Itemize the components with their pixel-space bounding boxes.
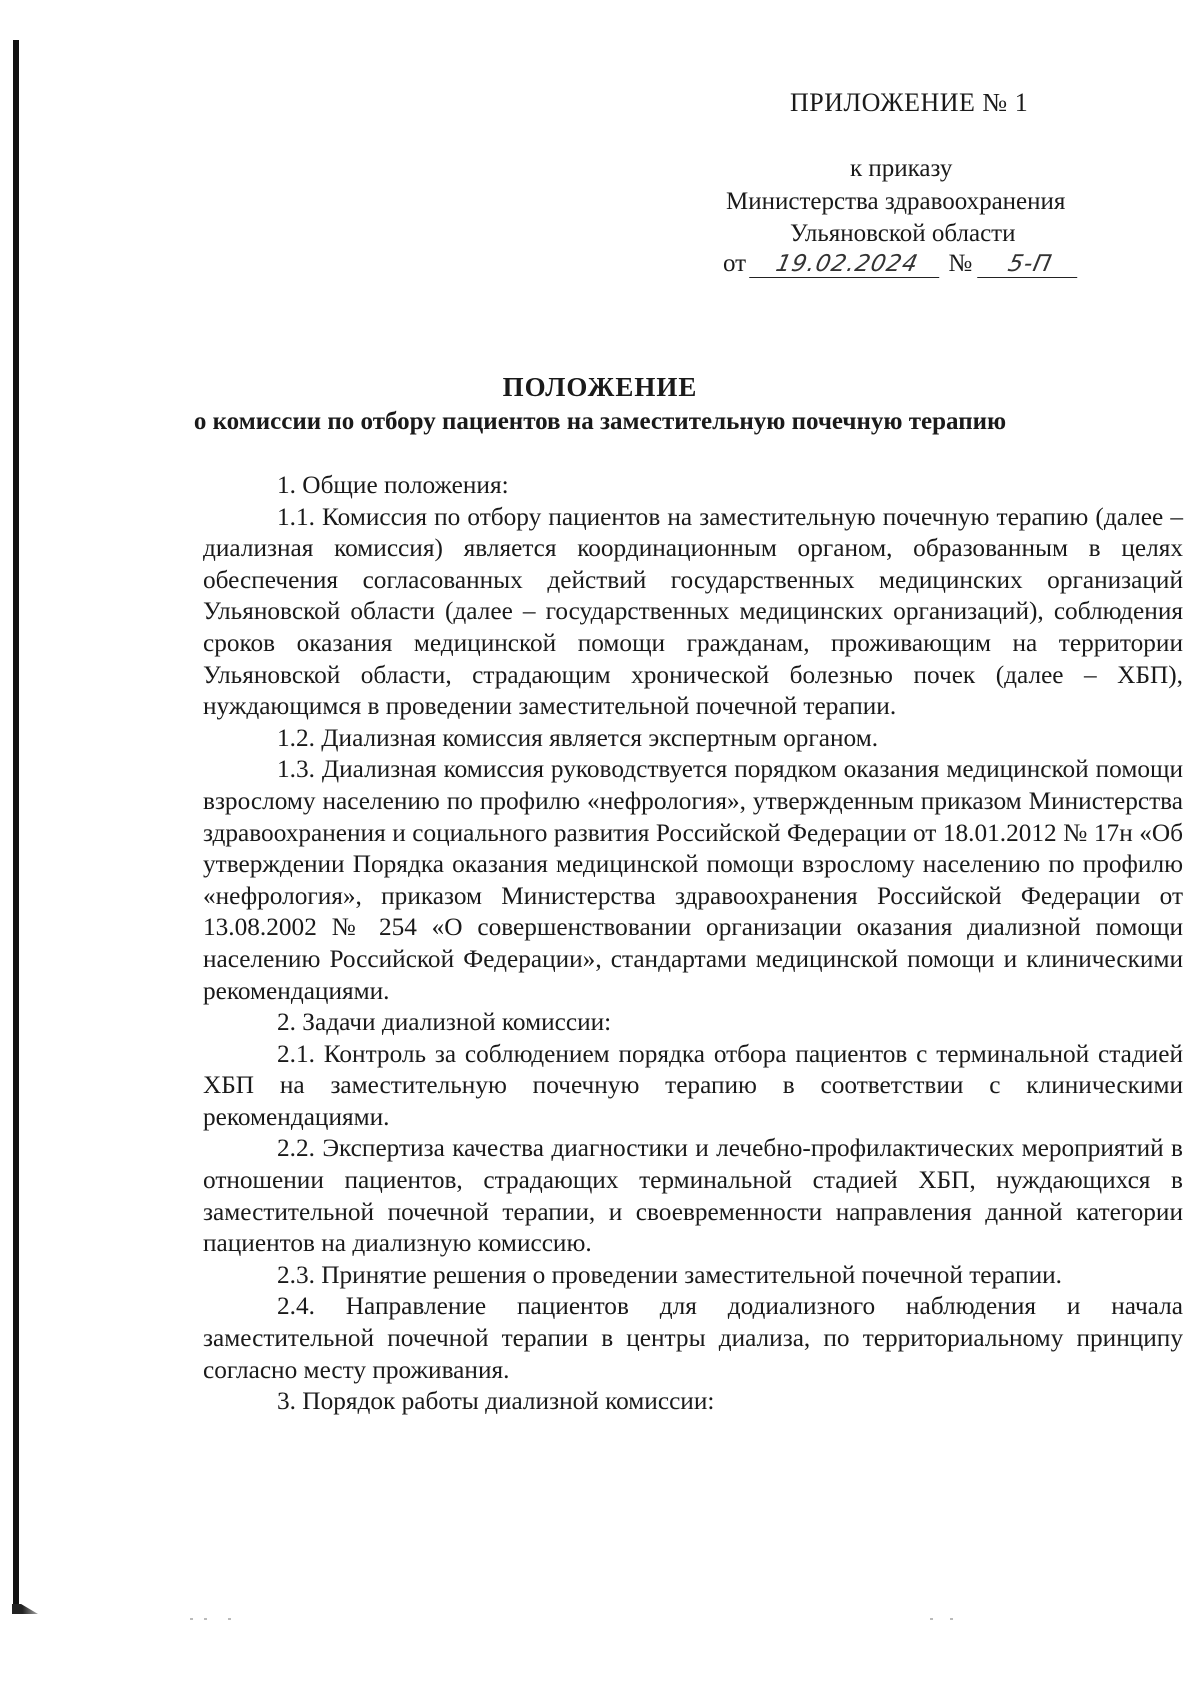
paragraph-2-1: 2.1. Контроль за соблюдением порядка отбора пациентов с терминальной стадией ХБП на заместительную почечную терапию в соответствии с клиническими рекомендациями.	[203, 1039, 1183, 1131]
paragraph-2-3: 2.3. Принятие решения о проведении заместительной почечной терапии.	[277, 1260, 1062, 1289]
section-3-heading: 3. Порядок работы диализной комиссии:	[277, 1387, 715, 1416]
ministry-name: Министерства здравоохранения	[726, 188, 1066, 215]
section-1-heading: 1. Общие положения:	[277, 471, 509, 499]
scan-edge-mark	[13, 40, 19, 1610]
region-name: Ульяновской области	[790, 220, 1016, 247]
appendix-title: ПРИЛОЖЕНИЕ № 1	[790, 88, 1029, 117]
date-prefix: от	[723, 250, 747, 277]
section-2-heading: 2. Задачи диализной комиссии:	[277, 1008, 612, 1037]
order-reference: к приказу	[850, 155, 953, 182]
paragraph-1-2: 1.2. Диализная комиссия является экспертным органом.	[277, 723, 879, 752]
paragraph-1-1: 1.1. Комиссия по отбору пациентов на заместительную почечную терапию (далее – диализная комиссия) является координационным органом, образованным в целях обеспечения согласованных действий государственных медицинских организаций Ульяновской области (далее – государственных медицинских организаций), соблюдения сроков оказания медицинской помощи гражданам, проживающим на территории Ульяновской области, страдающим хронической болезнью почек (далее – ХБП), нуждающимся в проведении заместительной почечной терапии.	[203, 502, 1183, 721]
handwritten-date: 19.02.2024	[749, 251, 945, 278]
document-body	[203, 470, 1183, 1418]
document-subtitle: о комиссии по отбору пациентов на заместительную почечную терапию	[193, 408, 1007, 435]
paragraph-2-4: 2.4. Направление пациентов для додиализного наблюдения и начала заместительной почечной терапии в центры диализа, по территориальному принципу согласно месту проживания.	[203, 1292, 1183, 1384]
number-prefix: №	[948, 250, 973, 277]
paragraph-1-3: 1.3. Диализная комиссия руководствуется порядком оказания медицинской помощи взрослому населению по профилю «нефрология», утвержденным приказом Министерства здравоохранения и социального развития Российской Федерации от 18.01.2012 № 17н «Об утверждении Порядка оказания медицинской помощи взрослому населению по профилю «нефрология», приказом Министерства здравоохранения Российской Федерации от 13.08.2002 № 254 «О совершенствовании организации оказания диализной помощи населению Российской Федерации», стандартами медицинской помощи и клиническими рекомендациями.	[203, 755, 1183, 1005]
order-date-line	[723, 250, 1080, 278]
scan-edge-tail	[12, 1604, 38, 1614]
handwritten-number: 5-П	[977, 251, 1083, 278]
document-title: ПОЛОЖЕНИЕ	[502, 372, 698, 402]
paragraph-2-2: 2.2. Экспертиза качества диагностики и лечебно-профилактических мероприятий в отношении пациентов, страдающих терминальной стадией ХБП, нуждающихся в заместительной почечной терапии, и своевременности направления данной категории пациентов на диализную комиссию.	[203, 1134, 1183, 1258]
